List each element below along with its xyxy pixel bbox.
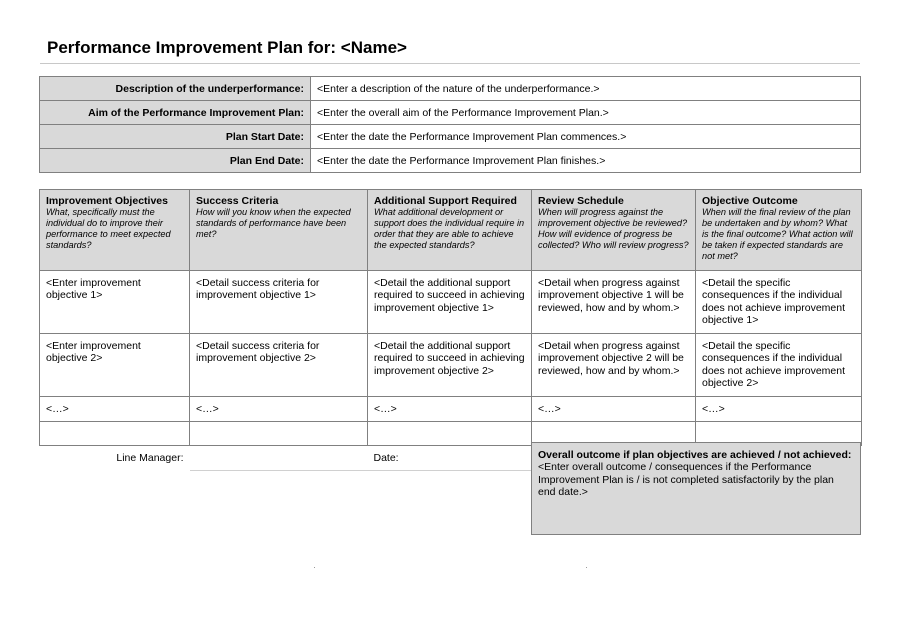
overall-outcome-text: <Enter overall outcome / consequences if the Performance Improvement Plan is / is not completed satisfactorily by the plan end date.> <box>538 461 834 499</box>
info-value-field[interactable]: <Enter the overall aim of the Performance Improvement Plan.> <box>311 101 861 125</box>
title-divider <box>40 63 860 64</box>
column-guidance: What additional development or support does the individual require in order that they are able to achieve the expected standards? <box>374 207 525 251</box>
column-header <box>696 190 862 271</box>
column-header <box>190 190 368 271</box>
table-cell[interactable]: <Detail when progress against improvement objective 2 will be reviewed, how and by whom.> <box>532 334 696 397</box>
column-heading: Objective Outcome <box>702 195 798 207</box>
info-value-field[interactable]: <Enter the date the Performance Improvement Plan commences.> <box>311 125 861 149</box>
table-cell[interactable]: <Enter improvement objective 2> <box>40 334 190 397</box>
table-cell[interactable]: <Detail when progress against improvement objective 1 will be reviewed, how and by whom.> <box>532 271 696 334</box>
table-cell[interactable]: <Detail success criteria for improvement objective 1> <box>190 271 368 334</box>
table-cell[interactable]: <…> <box>368 397 532 422</box>
line-manager-label: Line Manager: <box>116 452 184 464</box>
page-mark <box>314 567 315 568</box>
objectives-header-row <box>40 190 862 271</box>
column-guidance: How will you know when the expected standards of performance have been met? <box>196 207 351 240</box>
info-label: Plan Start Date: <box>40 125 311 149</box>
column-heading: Success Criteria <box>196 195 279 207</box>
column-header <box>368 190 532 271</box>
plan-info-table <box>39 76 861 173</box>
empty-cell[interactable] <box>40 422 190 446</box>
info-label: Plan End Date: <box>40 149 311 173</box>
table-cell[interactable]: <Enter improvement objective 1> <box>40 271 190 334</box>
page-title: Performance Improvement Plan for: <Name> <box>47 38 407 57</box>
column-header <box>40 190 190 271</box>
table-cell[interactable]: <Detail the additional support required to succeed in achieving improvement objective 2> <box>368 334 532 397</box>
info-value-field[interactable]: <Enter a description of the nature of the underperformance.> <box>311 77 861 101</box>
table-cell[interactable]: <…> <box>190 397 368 422</box>
table-row <box>40 334 862 397</box>
column-header <box>532 190 696 271</box>
column-heading: Additional Support Required <box>374 195 517 207</box>
table-cell[interactable]: <Detail success criteria for improvement objective 2> <box>190 334 368 397</box>
table-row <box>40 271 862 334</box>
table-cell[interactable]: <…> <box>696 397 862 422</box>
objectives-table <box>39 189 862 471</box>
overall-outcome-box[interactable] <box>531 442 861 535</box>
info-row-end-date <box>40 149 861 173</box>
table-cell[interactable]: <Detail the specific consequences if the individual does not achieve improvement objective 2> <box>696 334 862 397</box>
column-guidance: When will progress against the improvement objective be reviewed? How will evidence of progress be collected? Who will review progress? <box>538 207 689 251</box>
column-guidance: What, specifically must the individual do to improve their performance to meet expected standards? <box>46 207 171 251</box>
column-guidance: When will the final review of the plan be undertaken and by whom? What is the final outcome? What action will be taken if expected standards are not met? <box>702 207 853 262</box>
page-mark <box>586 567 587 568</box>
line-manager-signature-field[interactable] <box>190 446 368 471</box>
overall-outcome-heading: Overall outcome if plan objectives are achieved / not achieved: <box>538 449 852 461</box>
info-label: Description of the underperformance: <box>40 77 311 101</box>
column-heading: Review Schedule <box>538 195 624 207</box>
info-row-description <box>40 77 861 101</box>
table-cell[interactable]: <Detail the additional support required to succeed in achieving improvement objective 1> <box>368 271 532 334</box>
info-row-start-date <box>40 125 861 149</box>
table-row <box>40 397 862 422</box>
info-row-aim <box>40 101 861 125</box>
info-value-field[interactable]: <Enter the date the Performance Improvement Plan finishes.> <box>311 149 861 173</box>
date-label: Date: <box>368 446 532 471</box>
empty-cell[interactable] <box>368 422 532 446</box>
table-cell[interactable]: <Detail the specific consequences if the individual does not achieve improvement objective 1> <box>696 271 862 334</box>
column-heading: Improvement Objectives <box>46 195 168 207</box>
empty-cell[interactable] <box>190 422 368 446</box>
info-label: Aim of the Performance Improvement Plan: <box>40 101 311 125</box>
table-cell[interactable]: <…> <box>532 397 696 422</box>
table-cell[interactable]: <…> <box>40 397 190 422</box>
